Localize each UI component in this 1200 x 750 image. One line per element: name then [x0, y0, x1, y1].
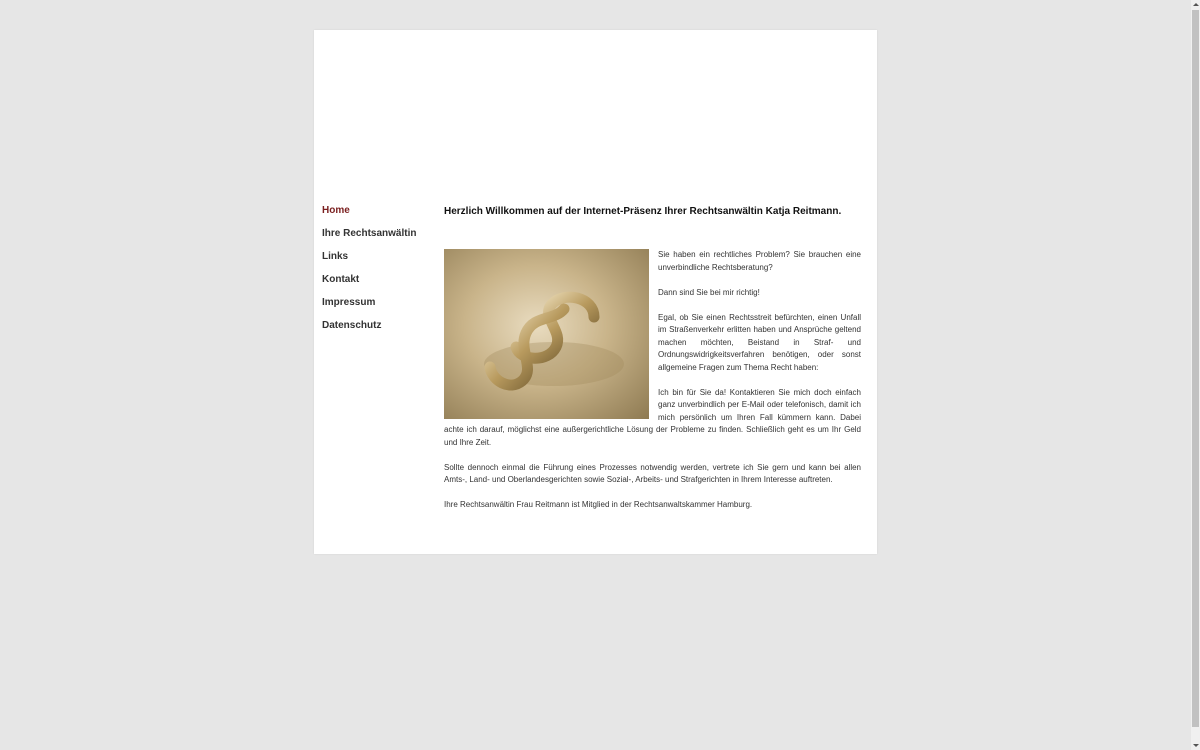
nav-item-home[interactable]: Home — [322, 205, 350, 216]
membership-paragraph: Ihre Rechtsanwältin Frau Reitmann ist Mitglied in der Rechtsanwaltskammer Hamburg. — [444, 500, 753, 509]
intro-paragraph: Egal, ob Sie einen Rechtsstreit befürchten, einen Unfall im Straßenverkehr erlitten haben und Ansprüche geltend machen möchten, Beistand in Straf- und Ordnungswidrigkeitsverfahren benötigen, oder sonst allgemeine Fragen zum Thema Recht haben: — [658, 312, 861, 372]
nav-item-datenschutz[interactable]: Datenschutz — [322, 320, 382, 331]
intro-paragraph: Ich bin für Sie da! Kontaktieren Sie mich doch einfach ganz unverbindlich per E-Mail oder telefonisch, damit ich mich persönlich um Ihren Fall kümmern kann. Dabei achte ich darauf, möglichst eine außergerichtliche Lösung der Probleme zu finden. Schließlich geht es um Ihr Geld und Ihre Zeit. — [444, 387, 861, 447]
nav-item-impressum[interactable]: Impressum — [322, 297, 376, 308]
body-text — [444, 249, 861, 512]
nav-item-kontakt[interactable]: Kontakt — [322, 274, 360, 285]
paragraph-sign-icon — [444, 249, 649, 419]
intro-paragraph: Sollte dennoch einmal die Führung eines Prozesses notwendig werden, vertrete ich Sie gern und kann bei allen Amts-, Land- und Oberlandesgerichten sowie Sozial-, Arbeits- und Strafgerichten in Ihrem Interesse auftreten. — [444, 462, 861, 484]
intro-paragraph: Sie haben ein rechtliches Problem? Sie brauchen eine unverbindliche Rechtsberatung? — [658, 250, 861, 272]
paragraph-sign-image — [444, 249, 649, 419]
main-nav — [322, 203, 437, 341]
vertical-scrollbar[interactable] — [1191, 0, 1200, 750]
page-title: Herzlich Willkommen auf der Internet-Präsenz Ihrer Rechtsanwältin Katja Reitmann. — [444, 206, 842, 217]
main-content — [444, 205, 861, 524]
page-container — [314, 30, 877, 554]
nav-item-links[interactable]: Links — [322, 251, 349, 262]
intro-paragraph: Dann sind Sie bei mir richtig! — [658, 287, 760, 297]
scroll-up-icon[interactable] — [1193, 3, 1199, 6]
scroll-down-icon[interactable] — [1193, 744, 1199, 747]
scroll-thumb[interactable] — [1192, 10, 1199, 727]
nav-item-ihre-rechtsanwaeltin[interactable]: Ihre Rechtsanwältin — [322, 228, 417, 239]
header-banner — [314, 30, 877, 195]
